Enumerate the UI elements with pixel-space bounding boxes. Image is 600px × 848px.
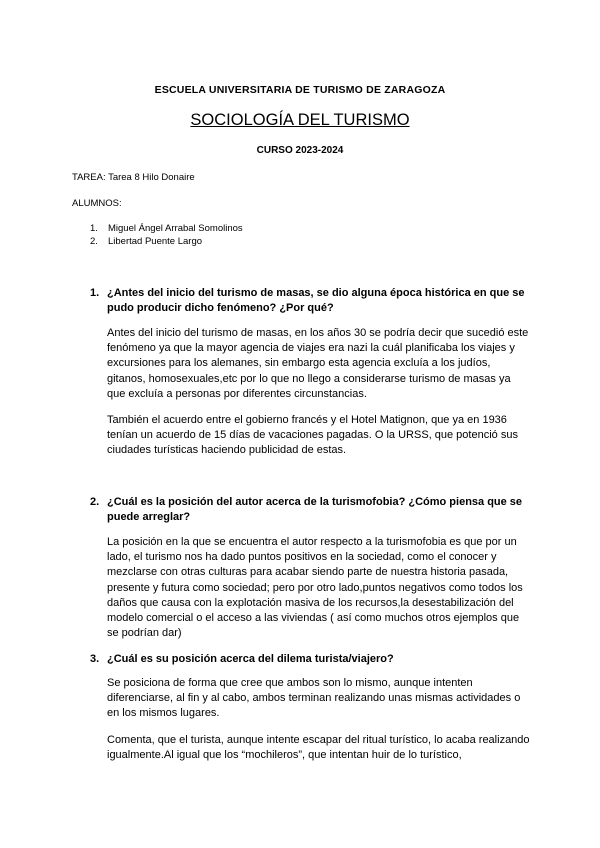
list-item: [90, 235, 243, 248]
question-text: ¿Cuál es su posición acerca del dilema turista/viajero?: [107, 653, 394, 665]
document-title: SOCIOLOGÍA DEL TURISMO: [190, 111, 410, 129]
answer-paragraph: Comenta, que el turista, aunque intente escapar del ritual turístico, lo acaba realizando igualmente.Al igual que los “mochileros”, que intentan huir de lo turístico,: [107, 734, 530, 762]
answer-paragraph: Antes del inicio del turismo de masas, en los años 30 se podría decir que sucedió este fenómeno ya que la mayor agencia de viajes era nazi la cuál planificaba los viajes y excursiones para los alemanes, sin embargo esta agencia excluía a los judíos, gitanos, homosexuales,etc por lo que no llego a considerarse turismo de masas ya que excluía a personas por diferentes circunstancias.: [107, 327, 529, 400]
students-list: [90, 222, 243, 248]
list-number: 2.: [90, 236, 98, 247]
students-label: ALUMNOS:: [72, 198, 122, 209]
list-number: 1.: [90, 223, 98, 234]
question-text: ¿Cuál es la posición del autor acerca de la turismofobia? ¿Cómo piensa que se puede arreglar?: [107, 496, 523, 523]
question-2: [90, 495, 530, 524]
question-text: ¿Antes del inicio del turismo de masas, se dio alguna época histórica en que se pudo producir dicho fenómeno? ¿Por qué?: [107, 287, 525, 314]
question-number: 2.: [90, 496, 100, 508]
course-label: CURSO 2023-2024: [256, 145, 344, 156]
student-name: Libertad Puente Largo: [108, 236, 203, 247]
school-name: ESCUELA UNIVERSITARIA DE TURISMO DE ZARAGOZA: [154, 84, 446, 96]
student-name: Miguel Ángel Arrabal Somolinos: [108, 223, 243, 234]
answer-paragraph: La posición en la que se encuentra el autor respecto a la turismofobia es que por un lado, el turismo nos ha dado puntos positivos en la sociedad, como el conocer y mezclarse con otras culturas para acabar siendo parte de nuestra historia pasada, presente y futura como sociedad; pero por otro lado,puntos negativos como todos los daños que causa con la explotación masiva de los recursos,la desestabilización del modelo comercial o el acceso a las viviendas ( así como muchos otros ejemplos que se podrían dar): [107, 536, 523, 640]
question-1: [90, 286, 530, 315]
answer-paragraph: Se posiciona de forma que cree que ambos son lo mismo, aunque intenten diferenciarse, al fin y al cabo, ambos terminan realizando unas mismas actividades o en los mismos lugares.: [107, 677, 521, 720]
list-item: [90, 222, 243, 235]
question-number: 1.: [90, 287, 100, 299]
answer-paragraph: También el acuerdo entre el gobierno francés y el Hotel Matignon, que ya en 1936 tenían un acuerdo de 15 días de vacaciones pagadas. O la URSS, que potenció sus ciudades turísticas haciendo publicidad de estas.: [107, 414, 518, 457]
question-3: [90, 652, 530, 667]
task-line: TAREA: Tarea 8 Hilo Donaire: [72, 172, 195, 183]
question-number: 3.: [90, 653, 100, 665]
